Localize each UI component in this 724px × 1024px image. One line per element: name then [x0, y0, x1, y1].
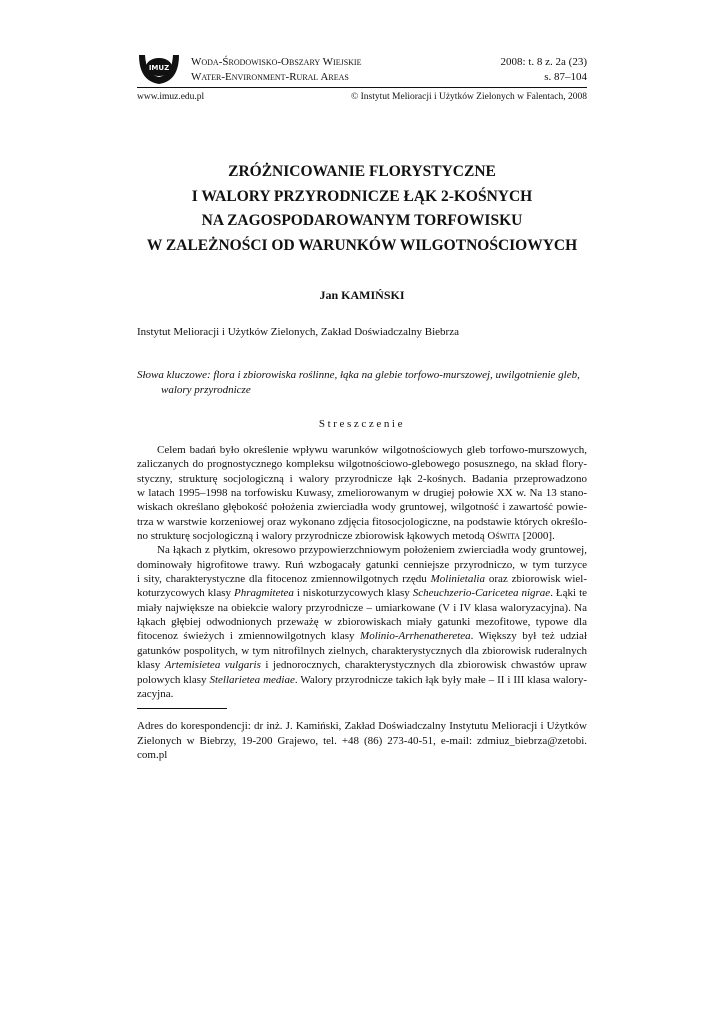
- abstract-text: i jednorocznych, charakterystycznych dla zbiorowisk chwastów upraw: [260, 659, 587, 672]
- abstract-line: w latach 1995–1998 na torfowisku Kuwasy, zmeliorowanym w drugiej połowie XX w. Na 13 stano-: [137, 487, 587, 500]
- footnote-line: Adres do korespondencji: dr inż. J. Kamiński, Zakład Doświadczalny Instytutu Melioracji i Użytków: [137, 720, 587, 732]
- imuz-logo-icon: [137, 51, 181, 87]
- abstract-line: [137, 558, 587, 572]
- footnote-rule: [137, 708, 227, 709]
- taxon-name: Scheuchzerio-Caricetea nigrae: [412, 587, 551, 600]
- abstract-text: no strukturę socjologiczną i walory przyrodnicze zbiorowisk łąkowych metodą: [137, 530, 488, 543]
- taxon-name: Phragmitetea: [234, 587, 294, 600]
- taxon-name: Stellarietea mediae: [209, 673, 295, 686]
- footnote-line: com.pl: [137, 749, 168, 761]
- abstract-line: [137, 601, 587, 615]
- volume-info: [501, 55, 587, 85]
- journal-name-en: Water-Environment-Rural Areas: [191, 71, 349, 83]
- article-title: [137, 160, 587, 258]
- abstract-line: [137, 658, 587, 672]
- title-line: NA ZAGOSPODAROWANYM TORFOWISKU: [201, 212, 523, 229]
- author-name: Jan KAMIŃSKI: [319, 288, 405, 302]
- svg-text:IMUZ: IMUZ: [148, 64, 170, 72]
- abstract-text: . Większy był też udział: [470, 630, 587, 643]
- abstract-line: wiskach określano głębokość położenia zwierciadła wody gruntowej, wilgotność i zawartość powie-: [137, 501, 587, 514]
- journal-header: [137, 50, 587, 88]
- abstract-line: trza w warstwie korzeniowej oraz wykonano zdjęcia fitosocjologiczne, na podstawie których określo-: [137, 515, 587, 528]
- author-affiliation: Instytut Melioracji i Użytków Zielonych, Zakład Doświadczalny Biebrza: [137, 326, 459, 338]
- abstract-text: oraz zbiorowisk wiel-: [484, 573, 587, 586]
- abstract-text: gatunków pospolitych, w tym nitrofilnych zielnych, charakterystycznych dla zbiorowisk ruderalnych: [137, 644, 587, 657]
- abstract-text: i sity, charakterystyczne dla fitocenoz zmiennowilgotnych rzędu: [137, 573, 431, 586]
- taxon-name: Molinio-Arrhenatheretea: [360, 630, 471, 643]
- taxon-name: Molinietalia: [430, 573, 485, 586]
- abstract-line: [137, 615, 587, 629]
- abstract-line: zaliczanych do prognostycznego kompleksu wilgotnościowo-glebowego posusznego, na skład flory-: [137, 458, 587, 471]
- header-rule: [137, 87, 587, 88]
- title-line: ZRÓŻNICOWANIE FLORYSTYCZNE: [228, 163, 496, 180]
- footnote-line: Zielonych w Biebrzy, 19-200 Grajewo, tel. +48 (86) 273-40-51, e-mail: zdmiuz_biebrza@zetobi.: [137, 734, 587, 747]
- abstract-line: Celem badań było określenie wpływu warunków wilgotnościowych gleb torfowo-murszowych,: [157, 444, 587, 456]
- abstract-text: [2000].: [520, 530, 555, 543]
- correspondence-footnote: [137, 719, 587, 763]
- page-range: s. 87–104: [544, 71, 587, 83]
- keywords-line: Słowa kluczowe: flora i zbiorowiska roślinne, łąka na glebie torfowo-murszowej, uwilgotnienie gleb,: [137, 369, 580, 381]
- copyright-notice: © Instytut Melioracji i Użytków Zielonych w Falentach, 2008: [351, 92, 587, 102]
- volume-issue: 2008: t. 8 z. 2a (23): [500, 56, 587, 68]
- abstract-line: [137, 572, 587, 586]
- journal-name-pl: Woda-Środowisko-Obszary Wiejskie: [191, 56, 362, 68]
- abstract-text: łąkach głębiej odwodnionych przeważę w zbiorowiskach miały gatunki mezofitowe, typowe dla: [137, 616, 587, 629]
- taxon-name: Artemisietea vulgaris: [164, 659, 261, 672]
- abstract-text: Na łąkach z płytkim, okresowo przypowierzchniowym położeniem zwierciadła wody gruntowej,: [157, 544, 587, 557]
- abstract-text: fitocenoz świeżych i zmiennowilgotnych klasy: [137, 630, 361, 643]
- abstract-text: polowych klasy: [137, 673, 210, 686]
- abstract-line: [137, 529, 587, 543]
- abstract-line: [137, 687, 587, 701]
- abstract-line: [137, 543, 587, 557]
- abstract-text: . Łąki te: [550, 587, 588, 600]
- journal-url-link[interactable]: www.imuz.edu.pl: [137, 92, 205, 102]
- abstract-text: klasy: [137, 659, 165, 672]
- abstract-line: [137, 644, 587, 658]
- abstract-heading: Streszczenie: [318, 418, 406, 430]
- abstract-text: dominowały higrofitowe trawy. Ruń wzbogacały gatunki cenniejsze przyrodniczo, w tym turzyce: [137, 558, 587, 571]
- keywords: [137, 368, 587, 397]
- abstract-text: miały największe na obiekcie walory przyrodnicze – umiarkowane (V i IV klasa waloryzacyjna). Na: [137, 601, 587, 614]
- journal-name: [191, 55, 362, 85]
- title-line: I WALORY PRZYRODNICZE ŁĄK 2-KOŚNYCH: [191, 187, 533, 205]
- abstract-line: styczny, strukturę socjologiczną i walory przyrodnicze łąk 2-kośnych. Badania przeprowadzono: [137, 472, 587, 485]
- abstract-text: zacyjna.: [137, 687, 174, 700]
- abstract-text: koturzycowych klasy: [137, 587, 235, 600]
- abstract-line: [137, 629, 587, 643]
- title-line: W ZALEŻNOŚCI OD WARUNKÓW WILGOTNOŚCIOWYCH: [146, 236, 578, 254]
- keywords-line: walory przyrodnicze: [161, 383, 251, 396]
- abstract-body: [137, 443, 587, 701]
- abstract-line: [137, 586, 587, 600]
- abstract-text: i niskoturzycowych klasy: [293, 587, 413, 600]
- abstract-text: . Walory przyrodnicze takich łąk były małe – II i III klasa walory-: [294, 673, 587, 686]
- abstract-line: [137, 673, 587, 687]
- method-author: Oświta: [487, 530, 521, 543]
